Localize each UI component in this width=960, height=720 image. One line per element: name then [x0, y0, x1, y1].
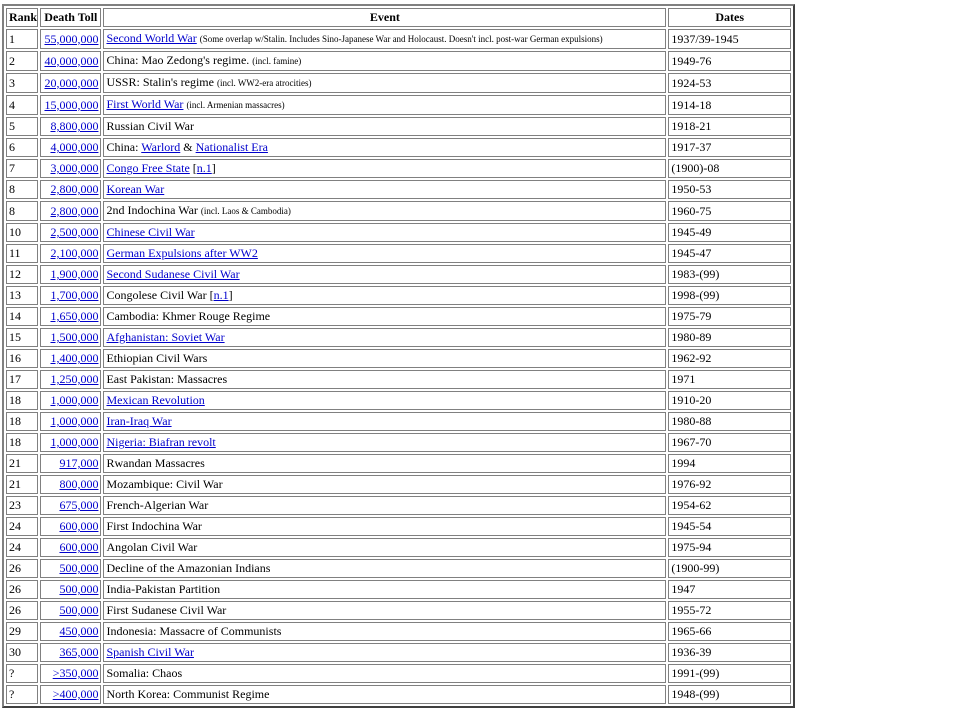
death-toll-cell [40, 559, 101, 578]
death-toll-cell [40, 117, 101, 136]
event-cell [103, 475, 666, 494]
dates-cell: 1965-66 [668, 622, 791, 641]
death-toll-link[interactable]: 15,000,000 [44, 97, 99, 112]
event-cell [103, 370, 666, 389]
event-cell [103, 538, 666, 557]
event-text: 2nd Indochina War [106, 203, 201, 217]
event-text: Russian Civil War [106, 119, 194, 133]
death-toll-link[interactable]: 1,700,000 [50, 288, 99, 302]
event-cell [103, 622, 666, 641]
header-death-toll: Death Toll [40, 8, 101, 27]
death-toll-cell [40, 51, 101, 71]
rank-cell: 17 [6, 370, 38, 389]
event-text: China: Mao Zedong's regime. [106, 53, 253, 67]
table-row [6, 73, 791, 93]
table-row [6, 433, 791, 452]
death-toll-table [2, 4, 795, 708]
rank-cell: 24 [6, 538, 38, 557]
event-text: ] [211, 161, 216, 175]
event-link[interactable]: Second World War [106, 31, 197, 45]
death-toll-link[interactable]: 1,250,000 [50, 372, 99, 386]
death-toll-link[interactable]: 450,000 [59, 624, 99, 638]
rank-cell: ? [6, 685, 38, 704]
death-toll-cell [40, 622, 101, 641]
dates-cell: 1960-75 [668, 201, 791, 221]
event-cell [103, 496, 666, 515]
dates-cell: (1900)-08 [668, 159, 791, 178]
death-toll-cell [40, 349, 101, 368]
death-toll-cell [40, 601, 101, 620]
event-text: Rwandan Massacres [106, 456, 205, 470]
table-body [6, 29, 791, 704]
death-toll-cell [40, 73, 101, 93]
event-note: (incl. Armenian massacres) [186, 100, 285, 110]
death-toll-cell [40, 265, 101, 284]
event-link[interactable]: n.1 [213, 288, 229, 302]
death-toll-cell [40, 223, 101, 242]
header-row [6, 8, 791, 27]
table-row [6, 559, 791, 578]
event-cell [103, 412, 666, 431]
dates-cell: 1967-70 [668, 433, 791, 452]
rank-cell: 4 [6, 95, 38, 115]
rank-cell: 3 [6, 73, 38, 93]
rank-cell: 2 [6, 51, 38, 71]
event-text: French-Algerian War [106, 498, 209, 512]
event-link[interactable]: Warlord [141, 140, 181, 154]
rank-cell: 18 [6, 412, 38, 431]
event-cell [103, 664, 666, 683]
event-text: Decline of the Amazonian Indians [106, 561, 271, 575]
death-toll-link[interactable]: 1,650,000 [50, 309, 99, 323]
death-toll-link[interactable]: 3,000,000 [50, 161, 99, 175]
header-dates: Dates [668, 8, 791, 27]
death-toll-link[interactable]: 1,000,000 [50, 414, 99, 428]
dates-cell: 1971 [668, 370, 791, 389]
event-cell [103, 138, 666, 157]
death-toll-cell [40, 286, 101, 305]
rank-cell: 29 [6, 622, 38, 641]
header-event: Event [103, 8, 666, 27]
death-toll-cell [40, 475, 101, 494]
rank-cell: ? [6, 664, 38, 683]
event-note: (incl. famine) [252, 56, 302, 66]
death-toll-cell [40, 433, 101, 452]
rank-cell: 23 [6, 496, 38, 515]
table-row [6, 580, 791, 599]
event-link[interactable]: Korean War [106, 182, 165, 196]
death-toll-link[interactable]: 2,500,000 [50, 225, 99, 239]
event-text: Ethiopian Civil Wars [106, 351, 208, 365]
dates-cell: 1910-20 [668, 391, 791, 410]
table-row [6, 370, 791, 389]
table-row [6, 138, 791, 157]
dates-cell: 1945-49 [668, 223, 791, 242]
event-link[interactable]: Nationalist Era [195, 140, 268, 154]
dates-cell: 1945-47 [668, 244, 791, 263]
death-toll-link[interactable]: 500,000 [59, 582, 99, 596]
event-cell [103, 95, 666, 115]
table-row [6, 286, 791, 305]
event-text: USSR: Stalin's regime [106, 75, 217, 89]
event-link[interactable]: Nigeria: Biafran revolt [106, 435, 216, 449]
event-text: [ [189, 161, 197, 175]
event-text: North Korea: Communist Regime [106, 687, 270, 701]
table-row [6, 349, 791, 368]
dates-cell: 1924-53 [668, 73, 791, 93]
death-toll-link[interactable]: 1,000,000 [50, 393, 99, 407]
death-toll-link[interactable]: 55,000,000 [44, 31, 99, 46]
dates-cell: 1948-(99) [668, 685, 791, 704]
dates-cell: 1945-54 [668, 517, 791, 536]
event-link[interactable]: Afghanistan: Soviet War [106, 330, 225, 344]
death-toll-link[interactable]: 600,000 [59, 540, 99, 554]
death-toll-cell [40, 201, 101, 221]
event-cell [103, 559, 666, 578]
table-row [6, 475, 791, 494]
dates-cell: 1975-94 [668, 538, 791, 557]
death-toll-link[interactable]: 8,800,000 [50, 119, 99, 133]
death-toll-link[interactable]: 600,000 [59, 519, 99, 533]
death-toll-link[interactable]: >350,000 [52, 666, 99, 680]
rank-cell: 12 [6, 265, 38, 284]
death-toll-link[interactable]: 1,900,000 [50, 267, 99, 281]
death-toll-cell [40, 685, 101, 704]
event-text: China: [106, 140, 142, 154]
dates-cell: 1991-(99) [668, 664, 791, 683]
event-link[interactable]: n.1 [196, 161, 212, 175]
header-rank: Rank [6, 8, 38, 27]
table-row [6, 412, 791, 431]
rank-cell: 10 [6, 223, 38, 242]
death-toll-cell [40, 328, 101, 347]
table-row [6, 454, 791, 473]
table-row [6, 201, 791, 221]
death-toll-cell [40, 454, 101, 473]
table-row [6, 685, 791, 704]
death-toll-link[interactable]: 2,100,000 [50, 246, 99, 260]
dates-cell: 1955-72 [668, 601, 791, 620]
event-text: Angolan Civil War [106, 540, 198, 554]
death-toll-link[interactable]: 1,400,000 [50, 351, 99, 365]
rank-cell: 11 [6, 244, 38, 263]
rank-cell: 24 [6, 517, 38, 536]
death-toll-link[interactable]: 1,000,000 [50, 435, 99, 449]
table-row [6, 159, 791, 178]
death-toll-cell [40, 95, 101, 115]
death-toll-cell [40, 412, 101, 431]
death-toll-cell [40, 307, 101, 326]
dates-cell: 1980-89 [668, 328, 791, 347]
death-toll-cell [40, 29, 101, 49]
event-cell [103, 244, 666, 263]
table-row [6, 117, 791, 136]
event-text: East Pakistan: Massacres [106, 372, 228, 386]
dates-cell: 1954-62 [668, 496, 791, 515]
rank-cell: 21 [6, 454, 38, 473]
table-row [6, 307, 791, 326]
dates-cell: 1998-(99) [668, 286, 791, 305]
death-toll-cell [40, 159, 101, 178]
event-link[interactable]: Second Sudanese Civil War [106, 267, 240, 281]
table-row [6, 643, 791, 662]
death-toll-cell [40, 517, 101, 536]
table-row [6, 51, 791, 71]
death-toll-cell [40, 538, 101, 557]
death-toll-link[interactable]: 917,000 [59, 456, 99, 470]
death-toll-link[interactable]: 2,800,000 [50, 203, 99, 218]
event-note: (incl. Laos & Cambodia) [200, 206, 291, 216]
table-row [6, 180, 791, 199]
table-row [6, 29, 791, 49]
event-link[interactable]: Mexican Revolution [106, 393, 205, 407]
death-toll-link[interactable]: 40,000,000 [44, 53, 99, 68]
event-link[interactable]: First World War [106, 97, 184, 111]
dates-cell: 1937/39-1945 [668, 29, 791, 49]
death-toll-link[interactable]: 675,000 [59, 498, 99, 512]
dates-cell: 1917-37 [668, 138, 791, 157]
death-toll-link[interactable]: 500,000 [59, 603, 99, 617]
event-text: Somalia: Chaos [106, 666, 183, 680]
death-toll-cell [40, 664, 101, 683]
event-text: Congolese Civil War [ [106, 288, 214, 302]
event-cell [103, 180, 666, 199]
rank-cell: 26 [6, 559, 38, 578]
event-cell [103, 517, 666, 536]
dates-cell: 1962-92 [668, 349, 791, 368]
event-text: ] [228, 288, 233, 302]
event-cell [103, 454, 666, 473]
death-toll-link[interactable]: 500,000 [59, 561, 99, 575]
event-cell [103, 117, 666, 136]
event-link[interactable]: Chinese Civil War [106, 225, 195, 239]
event-cell [103, 601, 666, 620]
dates-cell: 1976-92 [668, 475, 791, 494]
rank-cell: 26 [6, 601, 38, 620]
table-row [6, 244, 791, 263]
event-cell [103, 391, 666, 410]
death-toll-cell [40, 370, 101, 389]
dates-cell: 1983-(99) [668, 265, 791, 284]
event-cell [103, 643, 666, 662]
event-cell [103, 349, 666, 368]
event-cell [103, 580, 666, 599]
dates-cell: 1918-21 [668, 117, 791, 136]
table-row [6, 517, 791, 536]
death-toll-cell [40, 496, 101, 515]
event-link[interactable]: German Expulsions after WW2 [106, 246, 258, 260]
rank-cell: 16 [6, 349, 38, 368]
event-text: First Sudanese Civil War [106, 603, 227, 617]
death-toll-cell [40, 580, 101, 599]
event-cell [103, 159, 666, 178]
event-cell [103, 433, 666, 452]
event-cell [103, 73, 666, 93]
death-toll-cell [40, 244, 101, 263]
event-link[interactable]: Spanish Civil War [106, 645, 194, 659]
event-cell [103, 307, 666, 326]
death-toll-link[interactable]: 1,500,000 [50, 330, 99, 344]
death-toll-link[interactable]: >400,000 [52, 687, 99, 701]
rank-cell: 13 [6, 286, 38, 305]
rank-cell: 21 [6, 475, 38, 494]
event-text: First Indochina War [106, 519, 202, 533]
table-row [6, 328, 791, 347]
event-cell [103, 223, 666, 242]
dates-cell: 1914-18 [668, 95, 791, 115]
event-text: Cambodia: Khmer Rouge Regime [106, 309, 271, 323]
rank-cell: 14 [6, 307, 38, 326]
rank-cell: 18 [6, 433, 38, 452]
rank-cell: 7 [6, 159, 38, 178]
dates-cell: 1936-39 [668, 643, 791, 662]
event-cell [103, 286, 666, 305]
rank-cell: 30 [6, 643, 38, 662]
rank-cell: 5 [6, 117, 38, 136]
dates-cell: 1947 [668, 580, 791, 599]
table-row [6, 95, 791, 115]
event-note: (incl. WW2-era atrocities) [216, 78, 312, 88]
death-toll-cell [40, 180, 101, 199]
event-link[interactable]: Congo Free State [106, 161, 190, 175]
event-cell [103, 265, 666, 284]
rank-cell: 1 [6, 29, 38, 49]
rank-cell: 26 [6, 580, 38, 599]
event-link[interactable]: Iran-Iraq War [106, 414, 172, 428]
event-cell [103, 201, 666, 221]
table-row [6, 496, 791, 515]
rank-cell: 8 [6, 201, 38, 221]
rank-cell: 18 [6, 391, 38, 410]
event-cell [103, 328, 666, 347]
event-note: (Some overlap w/Stalin. Includes Sino-Japanese War and Holocaust. Doesn't incl. post-war German expulsions) [199, 34, 603, 44]
dates-cell: (1900-99) [668, 559, 791, 578]
rank-cell: 6 [6, 138, 38, 157]
table-row [6, 664, 791, 683]
death-toll-link[interactable]: 365,000 [59, 645, 99, 659]
death-toll-link[interactable]: 20,000,000 [44, 75, 99, 90]
event-text: India-Pakistan Partition [106, 582, 221, 596]
dates-cell: 1949-76 [668, 51, 791, 71]
death-toll-link[interactable]: 4,000,000 [50, 140, 99, 154]
event-text: Indonesia: Massacre of Communists [106, 624, 282, 638]
table-row [6, 265, 791, 284]
rank-cell: 15 [6, 328, 38, 347]
death-toll-link[interactable]: 800,000 [59, 477, 99, 491]
dates-cell: 1980-88 [668, 412, 791, 431]
death-toll-cell [40, 138, 101, 157]
dates-cell: 1975-79 [668, 307, 791, 326]
rank-cell: 8 [6, 180, 38, 199]
event-text: & [180, 140, 196, 154]
table-row [6, 601, 791, 620]
death-toll-cell [40, 391, 101, 410]
event-cell [103, 51, 666, 71]
table-row [6, 538, 791, 557]
death-toll-cell [40, 643, 101, 662]
event-text: Mozambique: Civil War [106, 477, 223, 491]
death-toll-table-container [2, 4, 795, 708]
table-row [6, 391, 791, 410]
event-cell [103, 685, 666, 704]
event-cell [103, 29, 666, 49]
table-row [6, 223, 791, 242]
death-toll-link[interactable]: 2,800,000 [50, 182, 99, 196]
table-row [6, 622, 791, 641]
dates-cell: 1950-53 [668, 180, 791, 199]
dates-cell: 1994 [668, 454, 791, 473]
